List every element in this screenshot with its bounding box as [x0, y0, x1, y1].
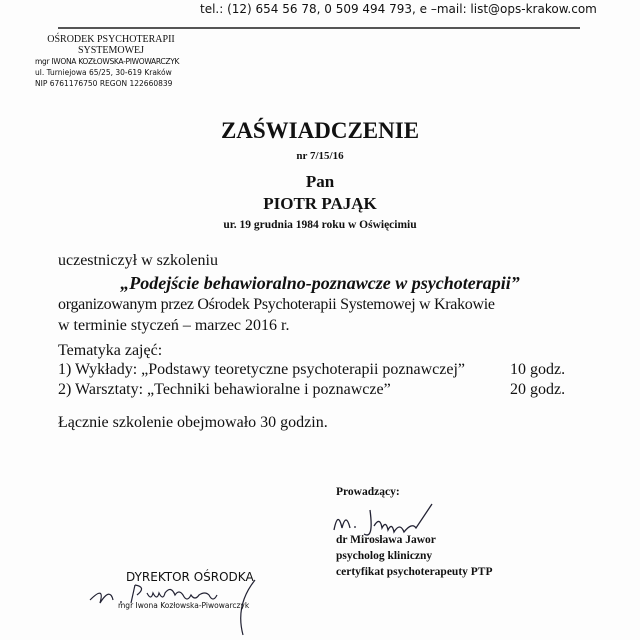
body-line: organizowanym przez Ośrodek Psychoterapii Systemowej w Krakowie	[58, 296, 495, 313]
document-title: ZAŚWIADCZENIE	[220, 118, 420, 143]
letterhead-divider	[58, 27, 580, 29]
body-line: uczestniczył w szkoleniu	[58, 252, 218, 269]
certificate-number: nr 7/15/16	[296, 150, 344, 162]
body-line: w terminie styczeń – marzec 2016 r.	[58, 317, 290, 334]
stamp-line: mgr IWONA KOZŁOWSKA-PIWOWARCZYK	[35, 57, 180, 66]
participant-name: PIOTR PAJĄK	[263, 194, 377, 213]
instructor-role: psycholog kliniczny	[336, 550, 433, 562]
topics-heading: Tematyka zajęć:	[58, 342, 163, 359]
letterhead-contact: tel.: (12) 654 56 78, 0 509 494 793, e –mail: list@ops-krakow.com	[200, 2, 597, 16]
birth-info: ur. 19 grudnia 1984 roku w Oświęcimiu	[223, 219, 417, 231]
instructor-heading: Prowadzący:	[336, 486, 400, 498]
director-title: DYREKTOR OŚRODKA	[126, 570, 254, 584]
topic-label: 1) Wykłady: „Podstawy teoretyczne psychoterapii poznawczej”	[58, 361, 466, 378]
topic-hours: 20 godz.	[510, 381, 566, 398]
stamp-line: OŚRODEK PSYCHOTERAPII	[47, 34, 175, 45]
director-name: mgr Iwona Kozłowska-Piwowarczyk	[118, 601, 250, 610]
instructor-name: dr Mirosława Jawor	[336, 534, 436, 546]
stamp-line: SYSTEMOWEJ	[77, 45, 145, 56]
topic-hours: 10 godz.	[510, 361, 566, 378]
stamp-line: NIP 6761176750 REGON 122660839	[35, 79, 173, 88]
total-hours: Łącznie szkolenie obejmowało 30 godzin.	[58, 414, 328, 431]
course-title: „Podejście behawioralno-poznawcze w psychoterapii”	[120, 273, 520, 293]
instructor-certificate: certyfikat psychoterapeuty PTP	[336, 566, 493, 578]
salutation: Pan	[305, 172, 335, 191]
topic-label: 2) Warsztaty: „Techniki behawioralne i poznawcze”	[58, 381, 391, 398]
stamp-line: ul. Turniejowa 65/25, 30-619 Kraków	[35, 68, 172, 77]
